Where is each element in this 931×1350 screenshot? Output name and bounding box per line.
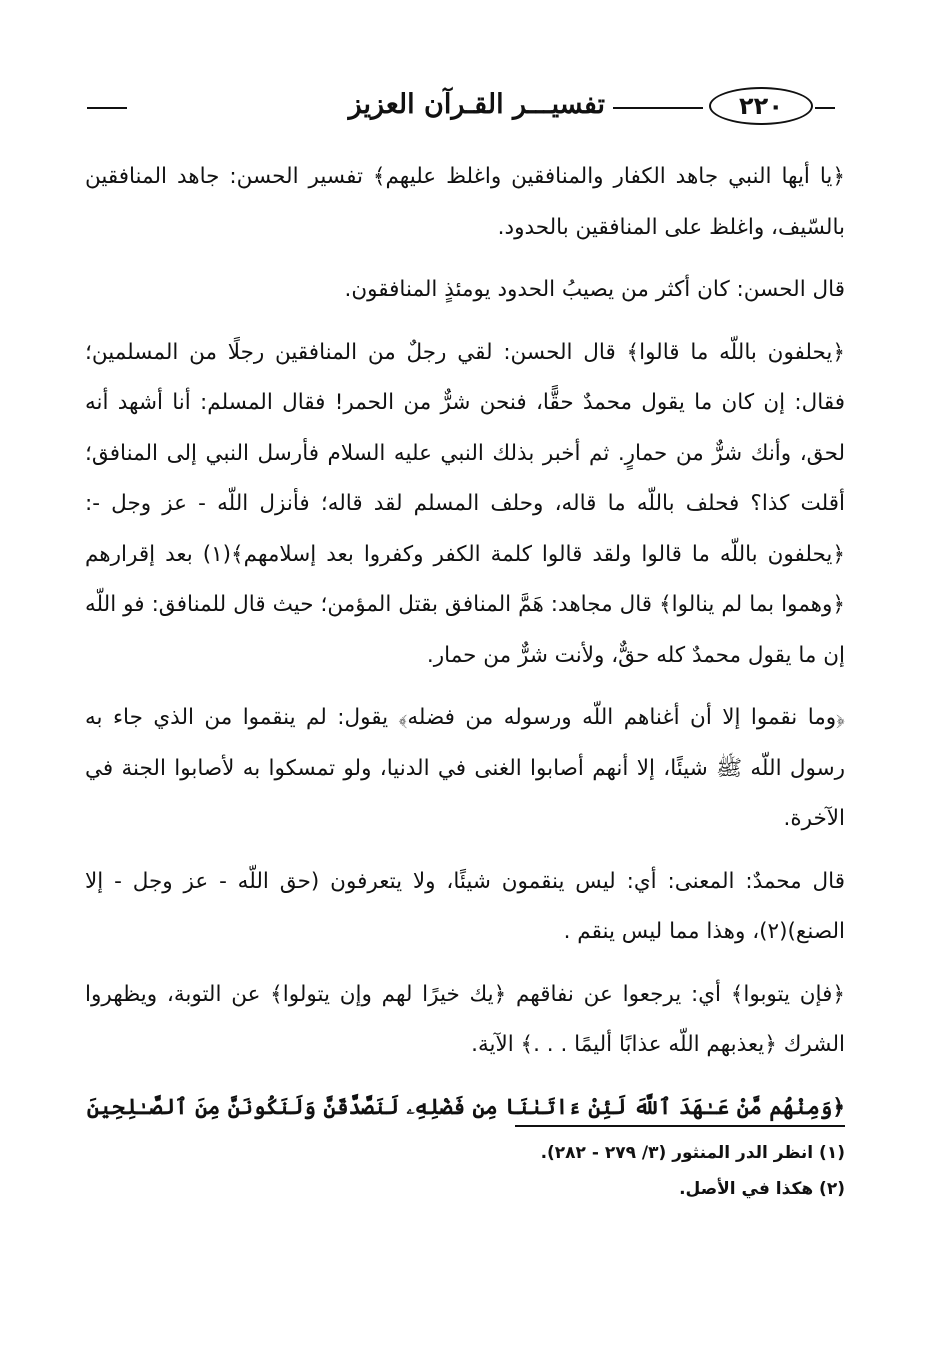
paragraph-2: قال الحسن: كان أكثر من يصيبُ الحدود يومئذٍ المنافقون. xyxy=(344,277,845,302)
paragraph-6: ﴿فإن يتوبوا﴾ أي: يرجعوا عن نفاقهم ﴿يك خيرًا لهم وإن يتولوا﴾ عن التوبة، ويظهروا الشرك ﴿يعذبهم اللّه عذابًا أليمًا . . .﴾ الآية. xyxy=(85,981,845,1057)
body-text xyxy=(85,152,845,1145)
page-number-badge xyxy=(709,87,813,125)
header-rule-middle xyxy=(613,107,703,109)
paragraph-1: ﴿يا أيها النبي جاهد الكفار والمنافقين واغلظ عليهم﴾ تفسير الحسن: جاهد المنافقين بالسّيف، واغلظ على المنافقين بالحدود. xyxy=(85,164,845,240)
footnote-separator xyxy=(515,1125,845,1127)
paragraph-3: ﴿يحلفون باللّه ما قالوا﴾ قال الحسن: لقي رجلٌ من المنافقين رجلًا من المسلمين؛ فقال: إن كان ما يقول محمدٌ حقًّا، فنحن شرٌّ من الحمر! فقال المسلم: أنا أشهد أنه لحق، وأنك شرٌّ من حمارٍ. ثم أخبر بذلك النبي عليه السلام فأرسل النبي إلى المنافق؛ أقلت كذا؟ فحلف باللّه ما قاله، وحلف المسلم لقد قاله؛ فأنزل اللّه - عز وجل -: ﴿يحلفون باللّه ما قالوا ولقد قالوا كلمة الكفر وكفروا بعد إسلامهم﴾(١) بعد إقرارهم ﴿وهموا بما لم ينالوا﴾ قال مجاهد: هَمَّ المنافق بقتل المؤمن؛ حيث قال للمنافق: فو اللّه إن ما يقول محمدٌ كله حقٌّ، ولأنت شرٌّ من حمار. xyxy=(85,339,845,668)
page-header xyxy=(87,85,835,131)
footnote-2: (٢) هكذا في الأصل. xyxy=(679,1179,845,1199)
header-rule-right xyxy=(815,107,835,109)
paragraph-4: ﴿وما نقموا إلا أن أغناهم اللّه ورسوله من فضله﴾ يقول: لم ينقموا من الذي جاء به رسول اللّه ﷺ شيئًا، إلا أنهم أصابوا الغنى في الدنيا، ولو تمسكوا به لأصابوا الجنة في الآخرة. xyxy=(85,705,845,831)
paragraph-5: قال محمدٌ: المعنى: أي: ليس ينقمون شيئًا، ولا يتعرفون (حق اللّه - عز وجل - إلا الصنع)(٢)، وهذا مما ليس ينقم . xyxy=(85,868,845,944)
footnotes xyxy=(345,1135,845,1207)
page-number: ٢٢٠ xyxy=(739,92,783,120)
header-rule-left xyxy=(87,107,127,109)
footnote-1: (١) انظر الدر المنثور (٣/ ٢٧٩ - ٢٨٢). xyxy=(540,1143,845,1163)
running-title: تفسيـــر القـرآن العزيز xyxy=(348,89,605,120)
quran-verse-line: ﴿وَمِنْهُم مَّنْ عَـٰهَدَ ٱللَّهَ لَئِنْ ءَاتَىٰنَا مِن فَضْلِهِۦ لَنَصَّدَّقَنَّ وَلَنَكُونَنَّ مِنَ ٱلصَّـٰلِحِينَ xyxy=(86,1094,845,1120)
